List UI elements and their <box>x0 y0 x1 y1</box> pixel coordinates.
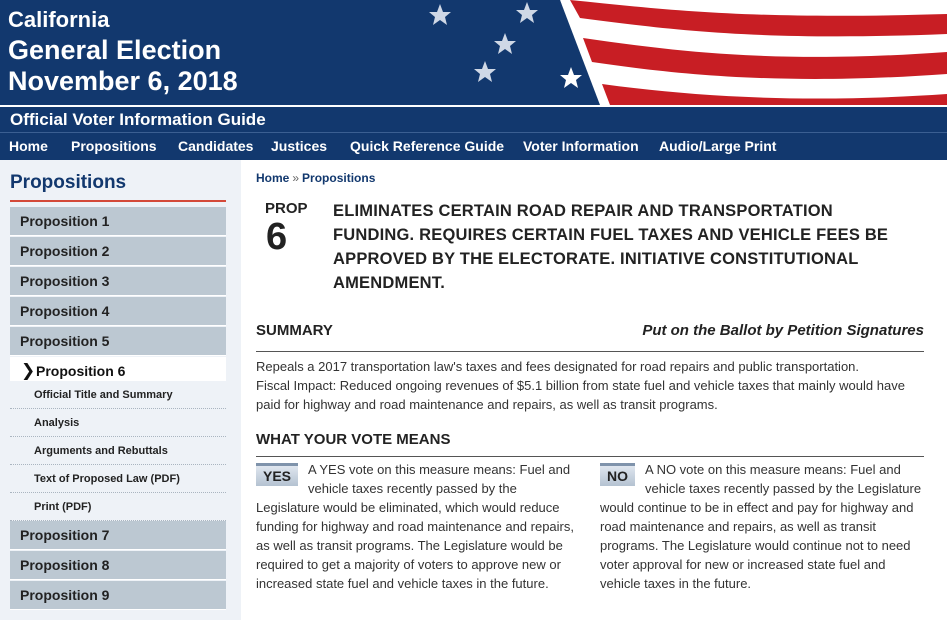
vote-means-heading: WHAT YOUR VOTE MEANS <box>256 431 451 448</box>
vote-divider <box>256 456 924 457</box>
subnav-label: Print (PDF) <box>34 501 92 513</box>
sidebar-heading: Propositions <box>10 172 127 193</box>
breadcrumb-home[interactable]: Home <box>256 171 290 185</box>
sidebar-item-proposition-4[interactable] <box>10 297 226 326</box>
sidebar <box>0 160 241 620</box>
page-title: ELIMINATES CERTAIN ROAD REPAIR AND TRANSPORTATION FUNDING. REQUIRES CERTAIN FUEL TAXES AND VEHICLE FEES BE APPROVED BY THE ELECTORATE. INITIATIVE CONSTITUTIONAL AMENDMENT. <box>333 202 889 292</box>
subnav-label: Analysis <box>34 417 80 429</box>
sidebar-item-proposition-8[interactable] <box>10 551 226 580</box>
sidebar-divider <box>10 200 226 202</box>
subnav-official-title[interactable] <box>10 381 226 409</box>
yes-vote-text: A YES vote on this measure means: Fuel and vehicle taxes recently passed by the Legislature would be eliminated, which would reduce funding for highway and road maintenance and repairs, as well as transit programs. The Legislature would be required to get a majority of voters to approve new or increased state fuel and vehicle taxes in the future. <box>256 462 574 591</box>
ballot-origin: Put on the Ballot by Petition Signatures <box>642 322 924 339</box>
election-name: General Election <box>8 35 222 65</box>
summary-divider <box>256 351 924 352</box>
sidebar-item-label: Proposition 8 <box>20 557 110 573</box>
main-nav <box>0 132 947 160</box>
sidebar-item-proposition-5[interactable] <box>10 327 226 356</box>
nav-justices[interactable]: Justices <box>271 138 328 154</box>
yes-vote-box <box>256 460 581 593</box>
election-date: November 6, 2018 <box>8 66 238 96</box>
breadcrumb-separator: » <box>292 171 300 185</box>
nav-home[interactable]: Home <box>9 138 48 154</box>
subnav-print[interactable] <box>10 493 226 521</box>
yes-badge: YES <box>256 463 298 486</box>
subnav-analysis[interactable] <box>10 409 226 437</box>
sidebar-item-label: Proposition 9 <box>20 587 110 603</box>
flag-graphic <box>420 0 947 105</box>
sidebar-item-label: Proposition 6 <box>36 363 126 379</box>
guide-title-bar <box>0 105 947 132</box>
election-title <box>8 9 238 99</box>
subnav-text-of-law[interactable] <box>10 465 226 493</box>
sidebar-item-label: Proposition 4 <box>20 303 110 319</box>
sidebar-item-label: Proposition 7 <box>20 527 110 543</box>
sidebar-item-proposition-7[interactable] <box>10 521 226 550</box>
nav-voter-information[interactable]: Voter Information <box>523 138 639 154</box>
nav-propositions[interactable]: Propositions <box>71 138 157 154</box>
no-vote-box <box>600 460 925 593</box>
summary-description: Repeals a 2017 transportation law's taxes and fees designated for road repairs and public transportation. <box>256 359 860 374</box>
sidebar-item-label: Proposition 3 <box>20 273 110 289</box>
fiscal-impact: Fiscal Impact: Reduced ongoing revenues of $5.1 billion from state fuel and vehicle taxes that mainly would have paid for highway and road maintenance and repairs, as well as transit programs. <box>256 378 905 412</box>
sidebar-item-label: Proposition 5 <box>20 333 110 349</box>
summary-heading: SUMMARY <box>256 322 333 339</box>
subnav-label: Arguments and Rebuttals <box>34 445 168 457</box>
sidebar-item-proposition-3[interactable] <box>10 267 226 296</box>
breadcrumb <box>256 171 375 185</box>
main-content <box>241 160 947 620</box>
nav-audio-large-print[interactable]: Audio/Large Print <box>659 138 777 154</box>
guide-title: Official Voter Information Guide <box>10 110 266 129</box>
subnav-label: Text of Proposed Law (PDF) <box>34 473 180 485</box>
breadcrumb-propositions[interactable]: Propositions <box>302 171 376 185</box>
sidebar-item-proposition-9[interactable] <box>10 581 226 610</box>
no-badge: NO <box>600 463 635 486</box>
sidebar-item-proposition-1[interactable] <box>10 207 226 236</box>
state-name: California <box>8 7 110 32</box>
nav-candidates[interactable]: Candidates <box>178 138 254 154</box>
sidebar-item-label: Proposition 2 <box>20 243 110 259</box>
sidebar-item-label: Proposition 1 <box>20 213 110 229</box>
prop-number: 6 <box>266 216 288 258</box>
prop-label: PROP <box>265 200 308 217</box>
subnav-label: Official Title and Summary <box>34 389 173 401</box>
sidebar-item-proposition-2[interactable] <box>10 237 226 266</box>
summary-text <box>256 357 924 414</box>
chevron-right-icon: ❯ <box>21 361 36 380</box>
no-vote-text: A NO vote on this measure means: Fuel and vehicle taxes recently passed by the Legislature would continue to be in effect and pay for highway and road maintenance and repairs, as well as transit programs. The Legislature would continue not to need voter approval for new or increased state fuel and vehicle taxes in the future. <box>600 462 922 591</box>
nav-quick-reference[interactable]: Quick Reference Guide <box>350 138 505 154</box>
subnav-arguments[interactable] <box>10 437 226 465</box>
header-banner <box>0 0 947 105</box>
